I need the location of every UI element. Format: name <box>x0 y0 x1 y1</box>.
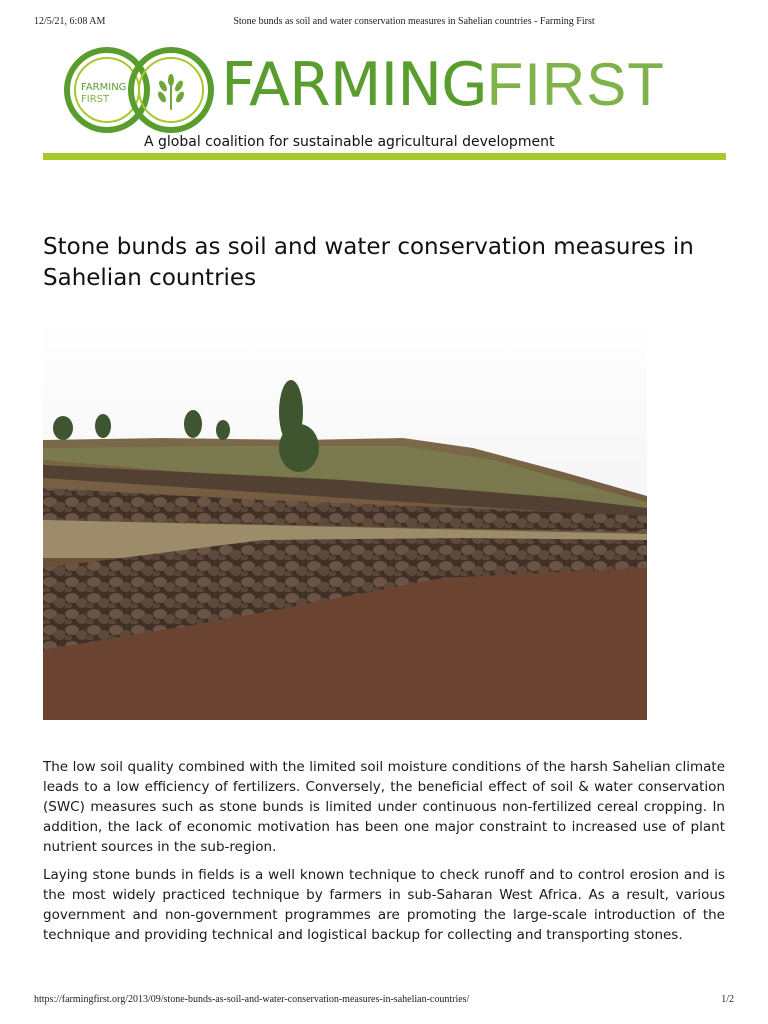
masthead-divider <box>43 153 726 160</box>
print-date: 12/5/21, 6:08 AM <box>34 16 106 27</box>
article-title: Stone bunds as soil and water conservation measures in Sahelian countries <box>43 234 694 291</box>
logo-text-farming: FARMING <box>81 82 127 93</box>
brand-word-farming: FARMING <box>221 50 487 120</box>
farming-first-logo[interactable] <box>59 46 219 134</box>
article-paragraph: The low soil quality combined with the limited soil moisture conditions of the harsh Sahelian climate leads to a low efficiency of fertilizers. Conversely, the beneficial effect of soil & water conservation (SWC) measures such as stone bunds is limited under continuous non-fertilized cereal cropping. In addition, the lack of economic motivation has been one major constraint to increased use of plant nutrient sources in the sub-region. <box>43 759 725 855</box>
tagline: A global coalition for sustainable agricultural development <box>144 134 555 150</box>
brand-word-first: FIRST <box>486 51 665 118</box>
brand-wordmark[interactable] <box>221 50 665 120</box>
print-footer <box>34 994 734 1008</box>
logo-text-first: FIRST <box>81 94 110 105</box>
article-paragraph: Laying stone bunds in fields is a well known technique to check runoff and to control erosion and is the most widely practiced technique by farmers in sub-Saharan West Africa. As a result, various government and non-government programmes are promoting the large-scale introduction of the technique and providing technical and logistical backup for collecting and transporting stones. <box>43 867 725 943</box>
print-page-title: Stone bunds as soil and water conservation measures in Sahelian countries - Farming First <box>233 16 595 27</box>
stone-bunds-photo <box>43 320 647 720</box>
masthead <box>43 44 726 162</box>
print-url[interactable]: https://farmingfirst.org/2013/09/stone-bunds-as-soil-and-water-conservation-measures-in-sahelian-countries/ <box>34 994 470 1005</box>
wheat-icon <box>156 74 185 110</box>
article-body <box>43 757 725 953</box>
print-header <box>34 16 734 30</box>
page-number: 1/2 <box>721 994 734 1005</box>
